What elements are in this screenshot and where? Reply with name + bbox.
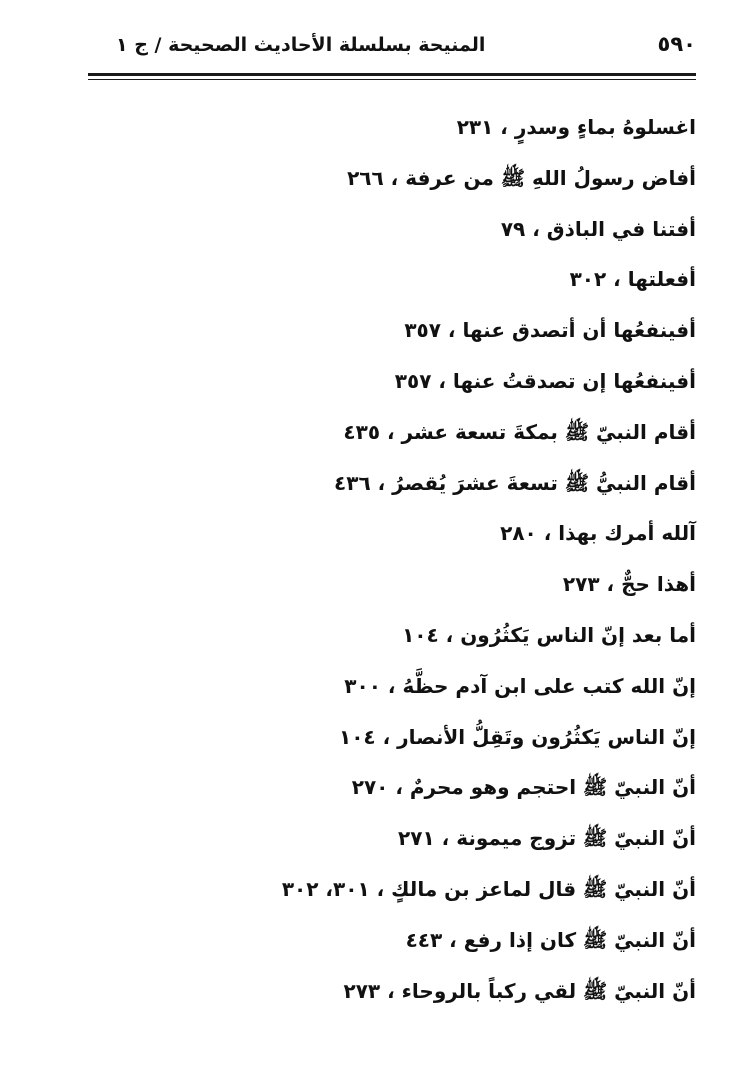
index-entry: أفعلتها ، ٣٠٢ [569, 267, 696, 292]
running-title: المنيحة بسلسلة الأحاديث الصحيحة / ج ١ [116, 34, 486, 56]
index-entry: إنّ الله كتب على ابن آدم حظَّهُ ، ٣٠٠ [344, 673, 696, 698]
index-entry: أهذا حجٌّ ، ٢٧٣ [562, 572, 696, 597]
index-entry: أنّ النبيّ ﷺ تزوج ميمونة ، ٢٧١ [398, 826, 696, 851]
index-entry: إنّ الناس يَكثُرُون وتَقِلُّ الأنصار ، ١٠٤ [339, 724, 696, 749]
index-entry: أما بعد إنّ الناس يَكثُرُون ، ١٠٤ [402, 622, 696, 647]
page-header [88, 28, 696, 74]
index-entry: أقام النبيّ ﷺ بمكةَ تسعة عشر ، ٤٣٥ [343, 419, 696, 444]
index-entry: أنّ النبيّ ﷺ قال لماعز بن مالكٍ ، ٣٠١، ٣٠٢ [281, 876, 696, 901]
index-entry: أفينفعُها أن أتصدق عنها ، ٣٥٧ [404, 318, 696, 343]
index-entry: أفينفعُها إن تصدقتُ عنها ، ٣٥٧ [394, 368, 696, 393]
index-entry: أنّ النبيّ ﷺ احتجم وهو محرمٌ ، ٢٧٠ [351, 775, 696, 800]
index-entry: أنّ النبيّ ﷺ كان إذا رفع ، ٤٤٣ [405, 927, 696, 952]
page-number: ٥٩٠ [657, 32, 696, 56]
hadith-index-list [136, 104, 696, 1018]
index-entry: اغسلوهُ بماءٍ وسدرٍ ، ٢٣١ [456, 115, 696, 139]
header-rule-thick [88, 73, 696, 76]
index-entry: أفاض رسولُ اللهِ ﷺ من عرفة ، ٢٦٦ [347, 165, 696, 190]
index-entry: أقام النبيُّ ﷺ تسعةَ عشرَ يُقصرُ ، ٤٣٦ [334, 470, 696, 495]
index-entry: أفتنا في الباذق ، ٧٩ [500, 216, 696, 241]
index-entry: أنّ النبيّ ﷺ لقي ركباً بالروحاء ، ٢٧٣ [343, 978, 696, 1003]
index-entry: آلله أمرك بهذا ، ٢٨٠ [500, 521, 696, 546]
header-rule-thin [88, 79, 696, 80]
